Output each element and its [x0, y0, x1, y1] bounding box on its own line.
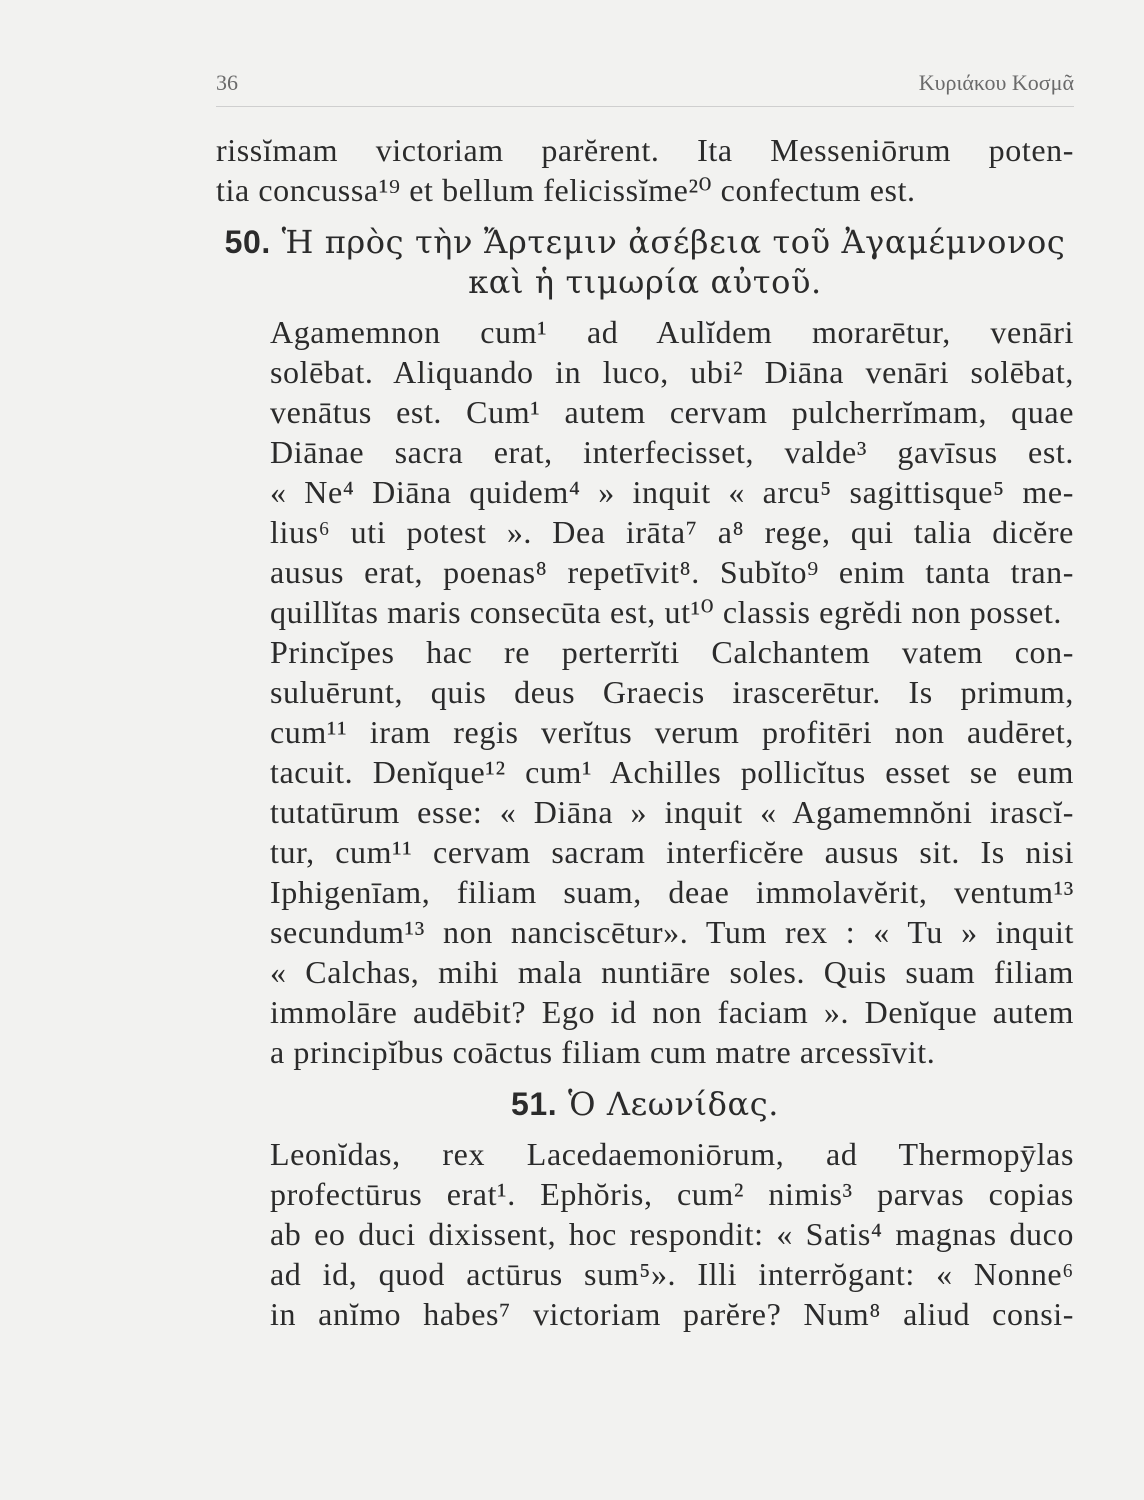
- page-number: 36: [216, 70, 238, 95]
- running-title: Κυριάκου Κοσμᾶ: [918, 70, 1074, 95]
- text-line: venātus est. Cum¹ autem cervam pulcherrĭmam, quae: [270, 394, 1074, 430]
- text-line: « Calchas, mihi mala nuntiāre soles. Quis suam filiam: [270, 954, 1074, 990]
- text-line: solēbat. Aliquando in luco, ubi² Diāna venāri solēbat,: [270, 354, 1074, 390]
- text-line: tutatūrum esse: « Diāna » inquit « Agamemnŏni irascĭ-: [270, 794, 1074, 830]
- page-header: [216, 70, 1074, 110]
- section-51-paragraph-1: [216, 1134, 1074, 1334]
- section-title-line1: Ἡ πρὸς τὴν Ἄρτεμιν ἀσέβεια τοῦ Ἀγαμέμνονος: [281, 223, 1066, 261]
- text-line: cum¹¹ iram regis verĭtus verum profitēri non audēret,: [270, 714, 1074, 750]
- text-line: rissĭmam victoriam parĕrent. Ita Messeniōrum poten-: [216, 132, 1074, 168]
- text-line: ad id, quod actūrus sum⁵». Illi interrŏgant: « Nonne⁶: [270, 1256, 1074, 1292]
- text-line: tia concussa¹⁹ et bellum felicissĭme²⁰ confectum est.: [216, 172, 916, 208]
- section-50-heading: [216, 222, 1074, 302]
- section-50-paragraph-2: [216, 632, 1074, 1072]
- text-line: tur, cum¹¹ cervam sacram interficĕre ausus sit. Is nisi: [270, 834, 1074, 870]
- body-text: [216, 130, 1074, 1334]
- text-line: « Ne⁴ Diāna quidem⁴ » inquit « arcu⁵ sagittisque⁵ me-: [270, 474, 1074, 510]
- text-line: suluērunt, quis deus Graecis irascerētur. Is primum,: [270, 674, 1074, 710]
- paragraph-continued: [216, 130, 1074, 210]
- text-line: quillĭtas maris consecūta est, ut¹⁰ classis egrĕdi non posset.: [270, 594, 1062, 630]
- text-line: Leonĭdas, rex Lacedaemoniōrum, ad Thermopȳlas: [270, 1136, 1074, 1172]
- section-title: Ὁ Λεωνίδας.: [568, 1085, 780, 1123]
- section-number: 50.: [224, 224, 271, 260]
- section-title-line2: καὶ ἡ τιμωρία αὐτοῦ.: [468, 263, 822, 301]
- text-line: tacuit. Denĭque¹² cum¹ Achilles pollicĭtus esset se eum: [270, 754, 1074, 790]
- text-line: lius⁶ uti potest ». Dea irāta⁷ a⁸ rege, qui talia dicĕre: [270, 514, 1074, 550]
- text-line: ausus erat, poenas⁸ repetīvit⁸. Subĭto⁹ enim tanta tran-: [270, 554, 1074, 590]
- text-line: immolāre audēbit? Ego id non faciam ». Denĭque autem: [270, 994, 1074, 1030]
- text-line: Princĭpes hac re perterrĭti Calchantem vatem con-: [270, 634, 1074, 670]
- section-number: 51.: [510, 1086, 558, 1122]
- section-50-paragraph-1: [216, 312, 1074, 632]
- text-line: Diānae sacra erat, interfecisset, valde³ gavīsus est.: [270, 434, 1074, 470]
- header-rule: [216, 106, 1074, 107]
- text-line: a principĭbus coāctus filiam cum matre arcessīvit.: [270, 1034, 936, 1070]
- text-line: profectūrus erat¹. Ephŏris, cum² nimis³ parvas copias: [270, 1176, 1074, 1212]
- section-51-heading: [216, 1084, 1074, 1124]
- text-line: Agamemnon cum¹ ad Aulĭdem morarētur, venāri: [270, 314, 1074, 350]
- text-line: Iphigenīam, filiam suam, deae immolavĕrit, ventum¹³: [270, 874, 1074, 910]
- text-line: ab eo duci dixissent, hoc respondit: « Satis⁴ magnas duco: [270, 1216, 1074, 1252]
- text-line: in anĭmo habes⁷ victoriam parĕre? Num⁸ aliud consi-: [270, 1296, 1074, 1332]
- text-line: secundum¹³ non nanciscētur». Tum rex : « Tu » inquit: [270, 914, 1074, 950]
